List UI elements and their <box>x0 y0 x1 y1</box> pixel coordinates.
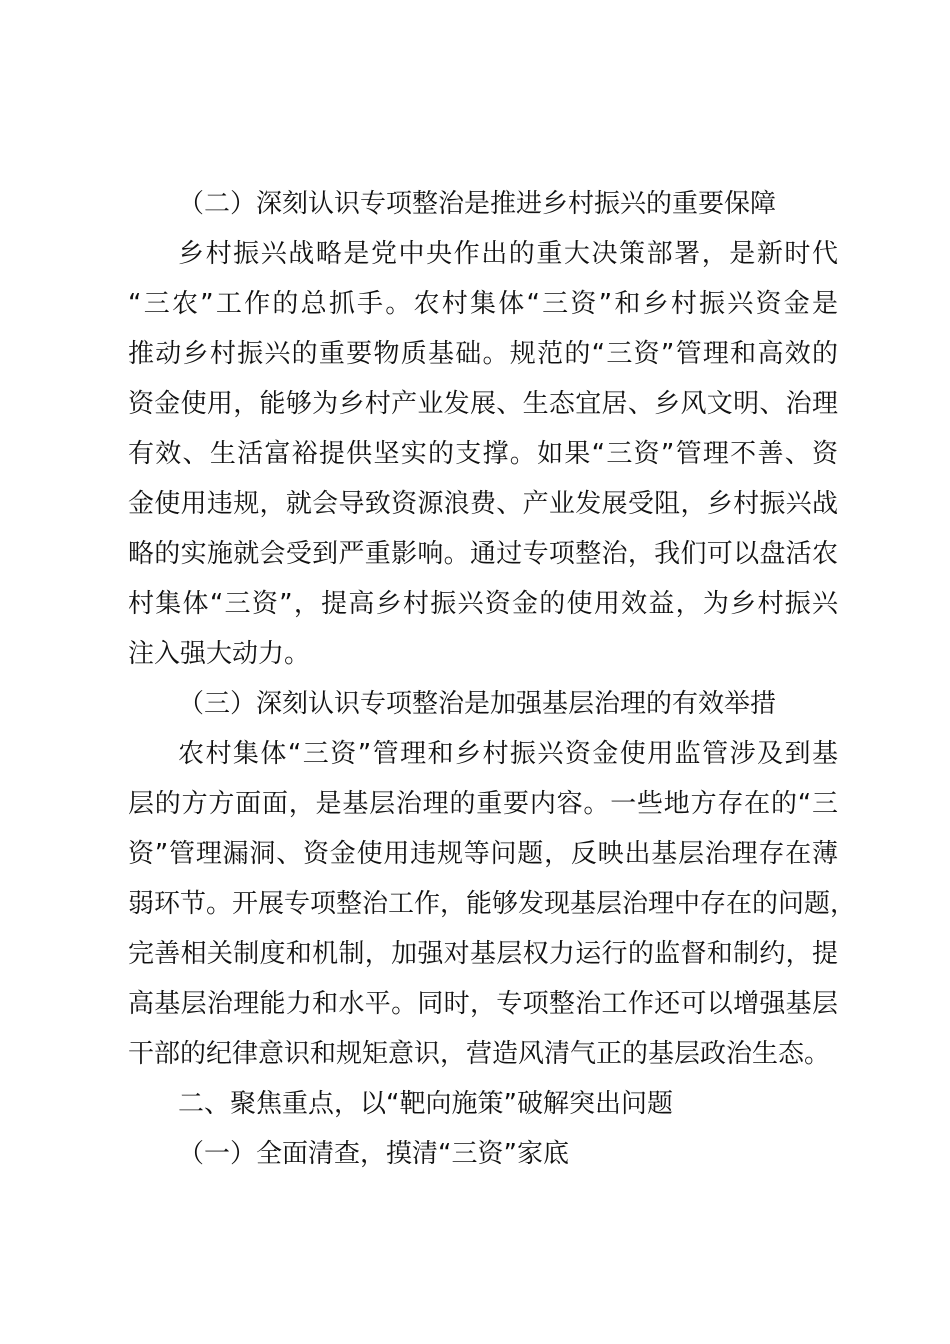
paragraph-line: 村集体“三资”，提高乡村振兴资金的使用效益，为乡村振兴 <box>128 589 838 619</box>
paragraph-line: 干部的纪律意识和规矩意识，营造风清气正的基层政治生态。 <box>128 1039 831 1069</box>
paragraph-line: 完善相关制度和机制，加强对基层权力运行的监督和制约，提 <box>128 939 838 969</box>
paragraph-line: 弱环节。开展专项整治工作，能够发现基层治理中存在的问题， <box>128 889 857 919</box>
paragraph-line: 注入强大动力。 <box>128 639 311 669</box>
paragraph-line: 资金使用，能够为乡村产业发展、生态宜居、乡风文明、治理 <box>128 389 838 419</box>
paragraph-line: 金使用违规，就会导致资源浪费、产业发展受阻，乡村振兴战 <box>128 489 838 519</box>
paragraph-line: “三农”工作的总抓手。农村集体“三资”和乡村振兴资金是 <box>128 289 838 319</box>
section-heading-2: （二）深刻认识专项整治是推进乡村振兴的重要保障 <box>178 189 777 219</box>
paragraph-line: 高基层治理能力和水平。同时，专项整治工作还可以增强基层 <box>128 989 838 1019</box>
paragraph-line: 农村集体“三资”管理和乡村振兴资金使用监管涉及到基 <box>178 739 838 769</box>
paragraph-line: 推动乡村振兴的重要物质基础。规范的“三资”管理和高效的 <box>128 339 838 369</box>
section-heading-3: （三）深刻认识专项整治是加强基层治理的有效举措 <box>178 689 777 719</box>
part-heading-2: 二、聚焦重点，以“靶向施策”破解突出问题 <box>178 1089 673 1119</box>
paragraph-line: 资”管理漏洞、资金使用违规等问题，反映出基层治理存在薄 <box>128 839 838 869</box>
paragraph-line: 有效、生活富裕提供坚实的支撑。如果“三资”管理不善、资 <box>128 439 838 469</box>
subsection-heading-1: （一）全面清查，摸清“三资”家底 <box>178 1139 569 1169</box>
paragraph-line: 略的实施就会受到严重影响。通过专项整治，我们可以盘活农 <box>128 539 838 569</box>
paragraph-line: 层的方方面面，是基层治理的重要内容。一些地方存在的“三 <box>128 789 838 819</box>
paragraph-line: 乡村振兴战略是党中央作出的重大决策部署，是新时代 <box>178 239 838 269</box>
